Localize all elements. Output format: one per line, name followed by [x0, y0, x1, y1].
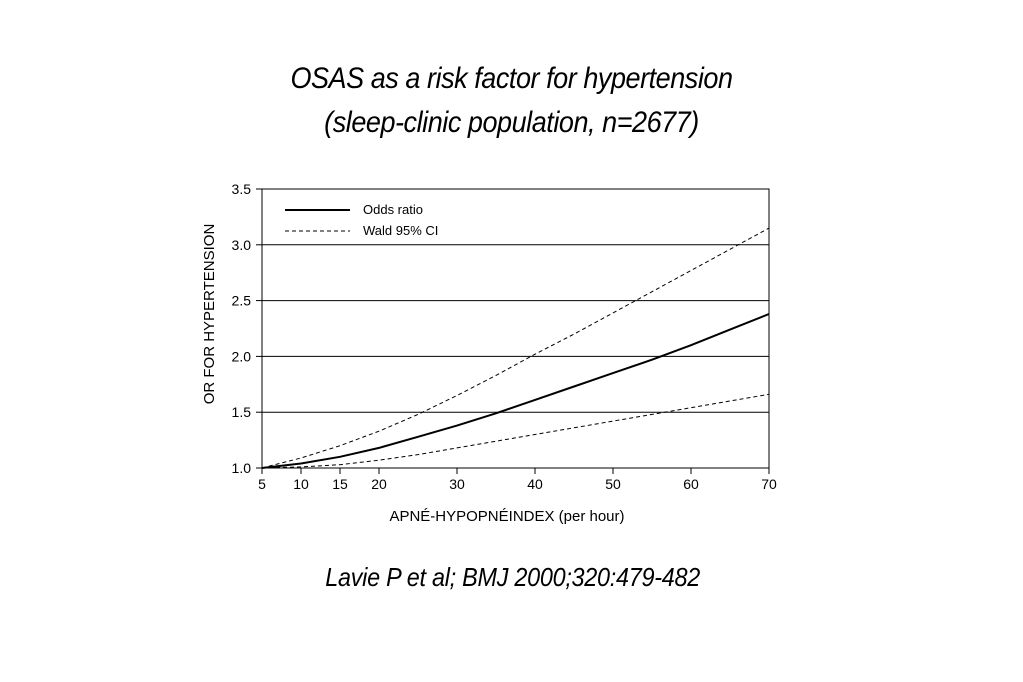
x-tick-label: 50 — [605, 476, 621, 492]
x-tick-label: 15 — [332, 476, 348, 492]
grid-lines — [262, 189, 769, 468]
y-tick-label: 2.0 — [231, 348, 251, 365]
series-line-1 — [262, 228, 769, 468]
legend-label-wald-ci: Wald 95% CI — [363, 223, 439, 238]
y-tick-label: 1.0 — [231, 460, 251, 476]
y-tick-label: 3.5 — [231, 181, 251, 197]
x-tick-label: 30 — [449, 476, 465, 492]
x-tick-label: 60 — [683, 476, 699, 492]
x-tick-label: 5 — [258, 476, 266, 492]
y-axis-label: OR FOR HYPERTENSION — [201, 223, 218, 405]
y-tick-labels — [232, 181, 262, 476]
chart-title-line-2: (sleep-clinic population, n=2677) — [324, 106, 699, 139]
chart-title-line-1: OSAS as a risk factor for hypertension — [290, 62, 733, 95]
legend-label-odds-ratio: Odds ratio — [363, 202, 423, 217]
x-tick-label: 40 — [527, 476, 543, 492]
citation: Lavie P et al; BMJ 2000;320:479-482 — [325, 562, 701, 592]
x-tick-labels — [258, 468, 777, 492]
x-axis-label: APNÉ-HYPOPNÉINDEX (per hour) — [389, 508, 625, 525]
x-tick-label: 20 — [371, 476, 387, 492]
y-tick-label: 3.0 — [231, 236, 251, 253]
y-tick-label: 2.5 — [231, 292, 251, 309]
x-tick-label: 70 — [761, 476, 777, 492]
series-line-0 — [262, 314, 769, 468]
series-lines — [262, 228, 769, 468]
x-tick-label: 10 — [293, 476, 309, 492]
plot-frame — [262, 189, 769, 468]
y-tick-label: 1.5 — [231, 404, 251, 421]
legend — [285, 202, 438, 238]
